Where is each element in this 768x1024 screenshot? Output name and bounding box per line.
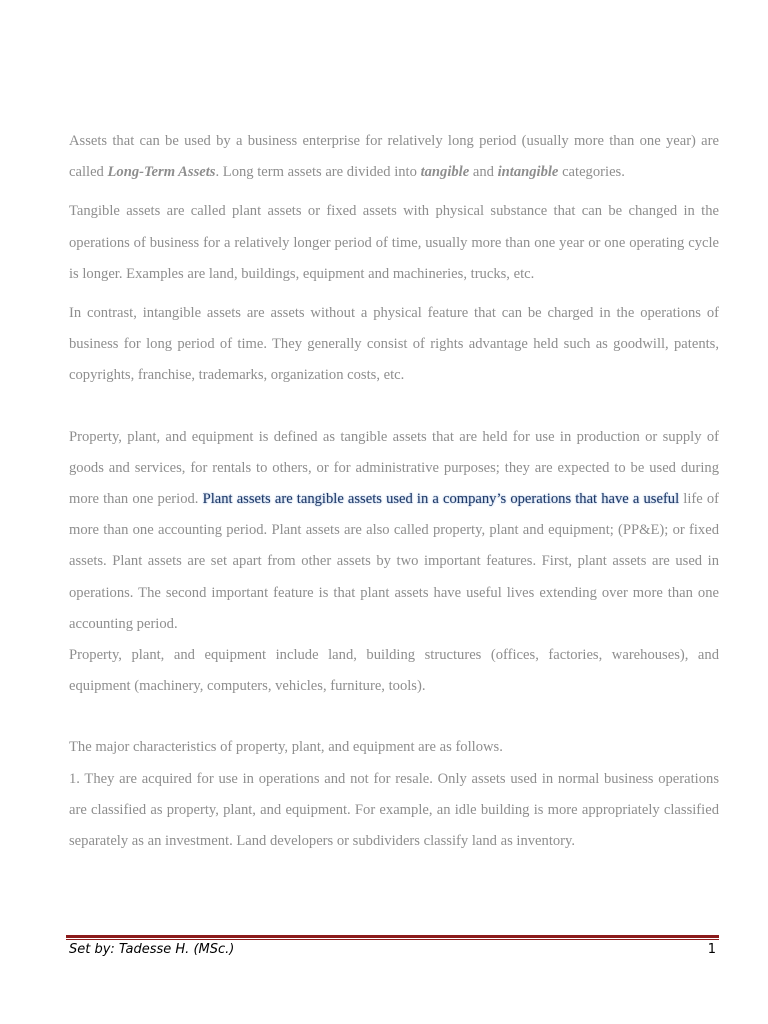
footer-author: Set by: Tadesse H. (MSc.) [69,942,235,957]
paragraph-text: . Long term assets are divided into [215,164,421,181]
term-tangible: tangible [420,164,470,181]
highlighted-sentence: Plant assets are tangible assets used in a company’s operations that have a useful [202,491,680,508]
page-number: 1 [707,942,716,957]
paragraph-ppe-includes: Property, plant, and equipment include land, building structures (offices, factories, warehouses), and equipment (machinery, computers, vehicles, furniture, tools). [69,647,719,695]
paragraph-text: Property, plant, and equipment is defined as tangible assets that are held for use in production or supply of goods and services, for rentals to others, or for administrative purposes; they are expected to be used during more than one period. [69,428,719,508]
document-body [69,126,719,865]
paragraph-tangible-assets: Tangible assets are called plant assets or fixed assets with physical substance that can be changed in the operations of business for a relatively longer period of time, usually more than one year or one operating cycle is longer. Examples are land, buildings, equipment and machineries, trucks, etc. [69,203,719,282]
term-long-term-assets: Long-Term Assets [107,164,216,181]
term-intangible: intangible [497,164,559,181]
paragraph-ppe-definition [69,422,719,640]
paragraph-long-term-assets [69,126,719,188]
paragraph-text: life of more than one accounting period. Plant assets are also called property, plant and equipment; (PP&E); or fixed assets. Plant assets are set apart from other assets by two important features. First, plant assets are used in operations. The second important feature is that plant assets have useful lives extending over more than one accounting period. [69,491,719,632]
paragraph-characteristics-intro: The major characteristics of property, plant, and equipment are as follows. [69,739,503,756]
paragraph-text: categories. [558,164,625,181]
paragraph-text: and [469,164,498,181]
footer-divider [66,935,719,940]
paragraph-characteristic-1: 1. They are acquired for use in operations and not for resale. Only assets used in normal business operations are classified as property, plant, and equipment. For example, an idle building is more appropriately classified separately as an investment. Land developers or subdividers classify land as inventory. [69,770,719,850]
paragraph-intangible-assets: In contrast, intangible assets are assets without a physical feature that can be charged in the operations of business for long period of time. They generally consist of rights advantage held such as goodwill, patents, copyrights, franchise, trademarks, organization costs, etc. [69,305,719,384]
paragraph-text: Assets that can be used by a business enterprise for relatively long period (usually more than one year) are called [69,133,719,181]
